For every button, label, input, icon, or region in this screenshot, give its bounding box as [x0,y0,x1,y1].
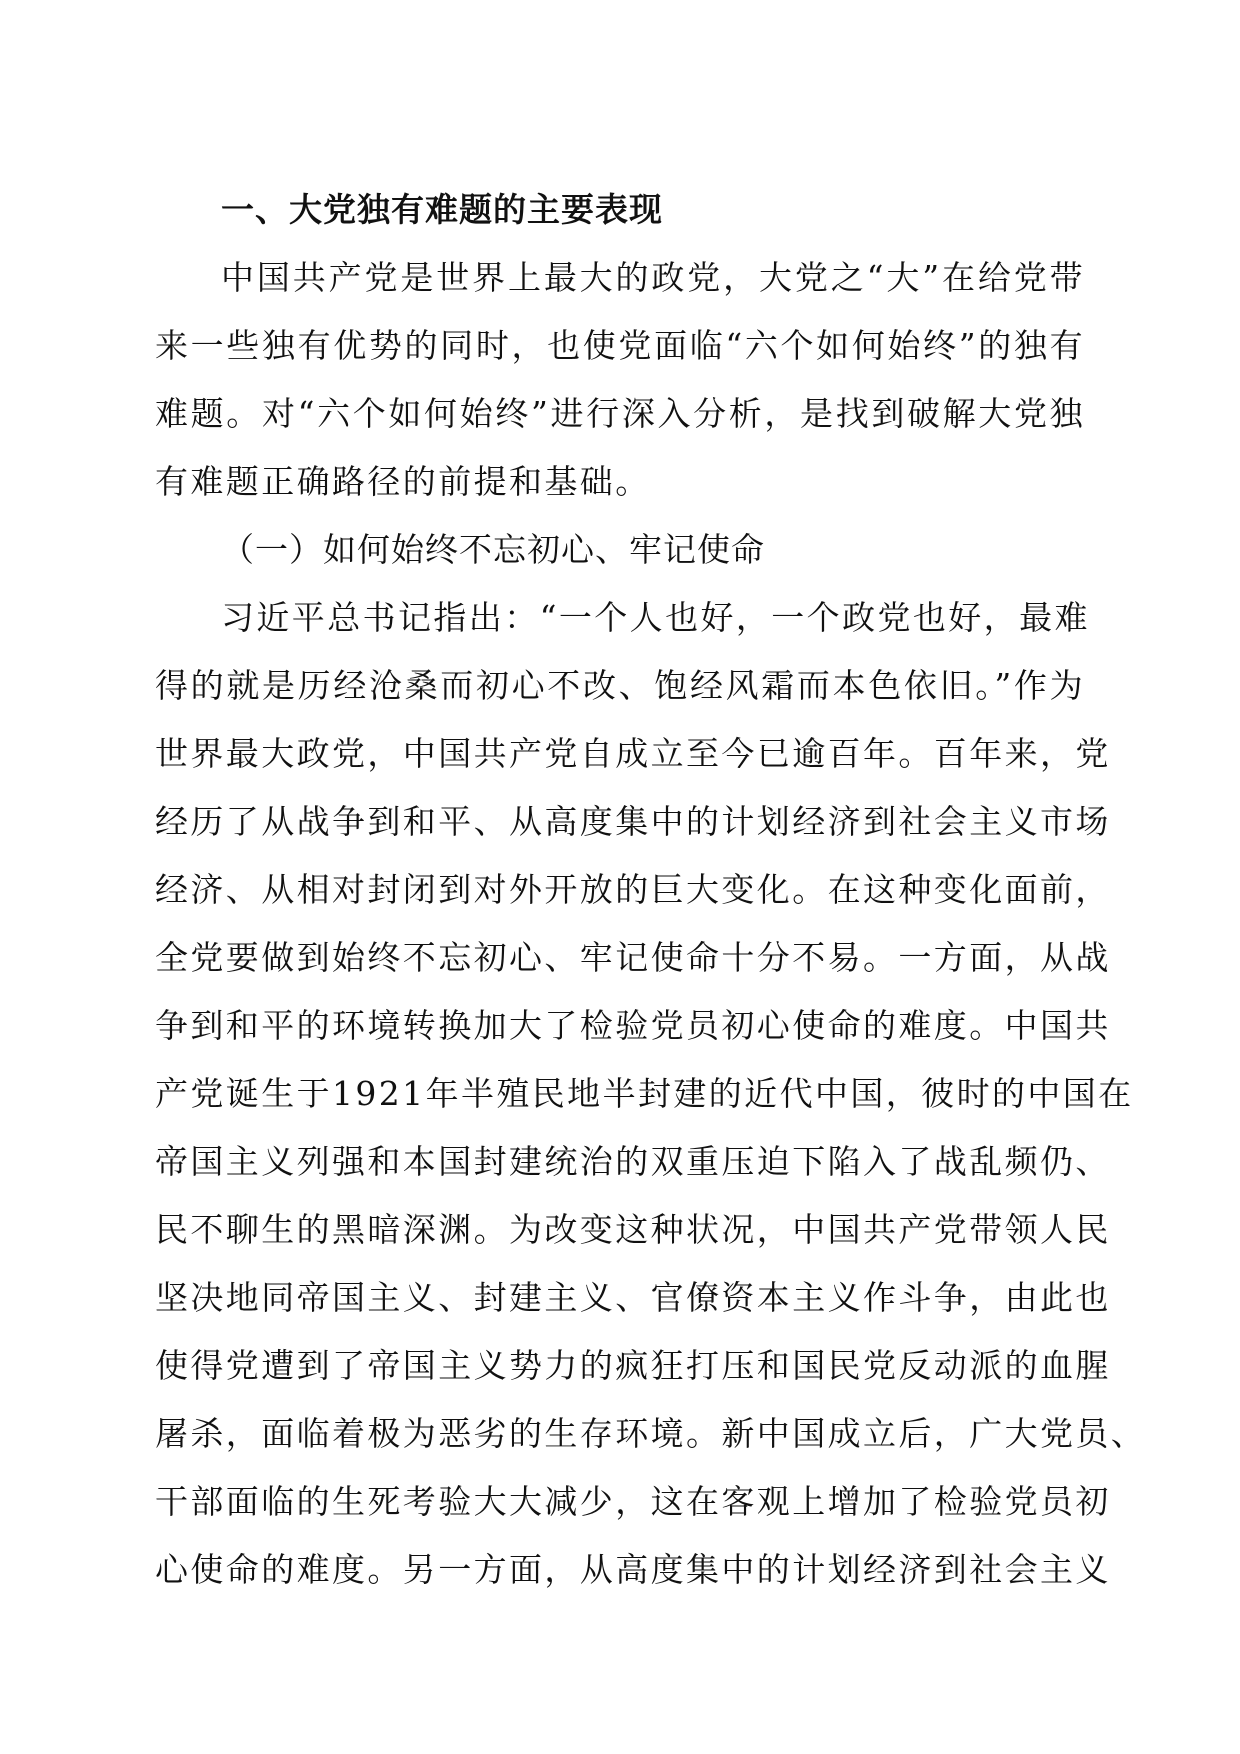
paragraph-2-line-6: 全党要做到始终不忘初心、牢记使命十分不易。一方面，从战 [155,938,1111,977]
paragraph-2-line-2: 得的就是历经沧桑而初心不改、饱经风霜而本色依旧。”作为 [155,666,1085,705]
paragraph-2-line-5: 经济、从相对封闭到对外开放的巨大变化。在这种变化面前， [155,870,1111,909]
paragraph-2-line-14: 干部面临的生死考验大大减少，这在客观上增加了检验党员初 [155,1482,1111,1521]
paragraph-2-line-15: 心使命的难度。另一方面，从高度集中的计划经济到社会主义 [155,1550,1111,1589]
paragraph-2-line-11: 坚决地同帝国主义、封建主义、官僚资本主义作斗争，由此也 [155,1278,1111,1317]
paragraph-2-line-1: 习近平总书记指出：“一个人也好，一个政党也好，最难 [221,598,1090,637]
paragraph-2-line-3: 世界最大政党，中国共产党自成立至今已逾百年。百年来，党 [155,734,1111,773]
paragraph-1-line-2: 来一些独有优势的同时，也使党面临“六个如何始终”的独有 [155,326,1085,365]
paragraph-2-line-8: 产党诞生于1921年半殖民地半封建的近代中国，彼时的中国在 [155,1074,1134,1113]
paragraph-2-line-12: 使得党遭到了帝国主义势力的疯狂打压和国民党反动派的血腥 [155,1346,1111,1385]
paragraph-2-line-13: 屠杀，面临着极为恶劣的生存环境。新中国成立后，广大党员、 [155,1414,1147,1453]
paragraph-1-line-1: 中国共产党是世界上最大的政党，大党之“大”在给党带 [221,258,1085,297]
paragraph-1-line-3: 难题。对“六个如何始终”进行深入分析，是找到破解大党独 [155,394,1085,433]
section-heading: 一、大党独有难题的主要表现 [221,190,663,229]
paragraph-2-line-9: 帝国主义列强和本国封建统治的双重压迫下陷入了战乱频仍、 [155,1142,1111,1181]
paragraph-2-line-7: 争到和平的环境转换加大了检验党员初心使命的难度。中国共 [155,1006,1111,1045]
paragraph-2-line-4: 经历了从战争到和平、从高度集中的计划经济到社会主义市场 [155,802,1111,841]
paragraph-2-line-10: 民不聊生的黑暗深渊。为改变这种状况，中国共产党带领人民 [155,1210,1111,1249]
paragraph-1-line-4: 有难题正确路径的前提和基础。 [155,462,651,501]
subsection-heading: （一）如何始终不忘初心、牢记使命 [221,530,765,569]
